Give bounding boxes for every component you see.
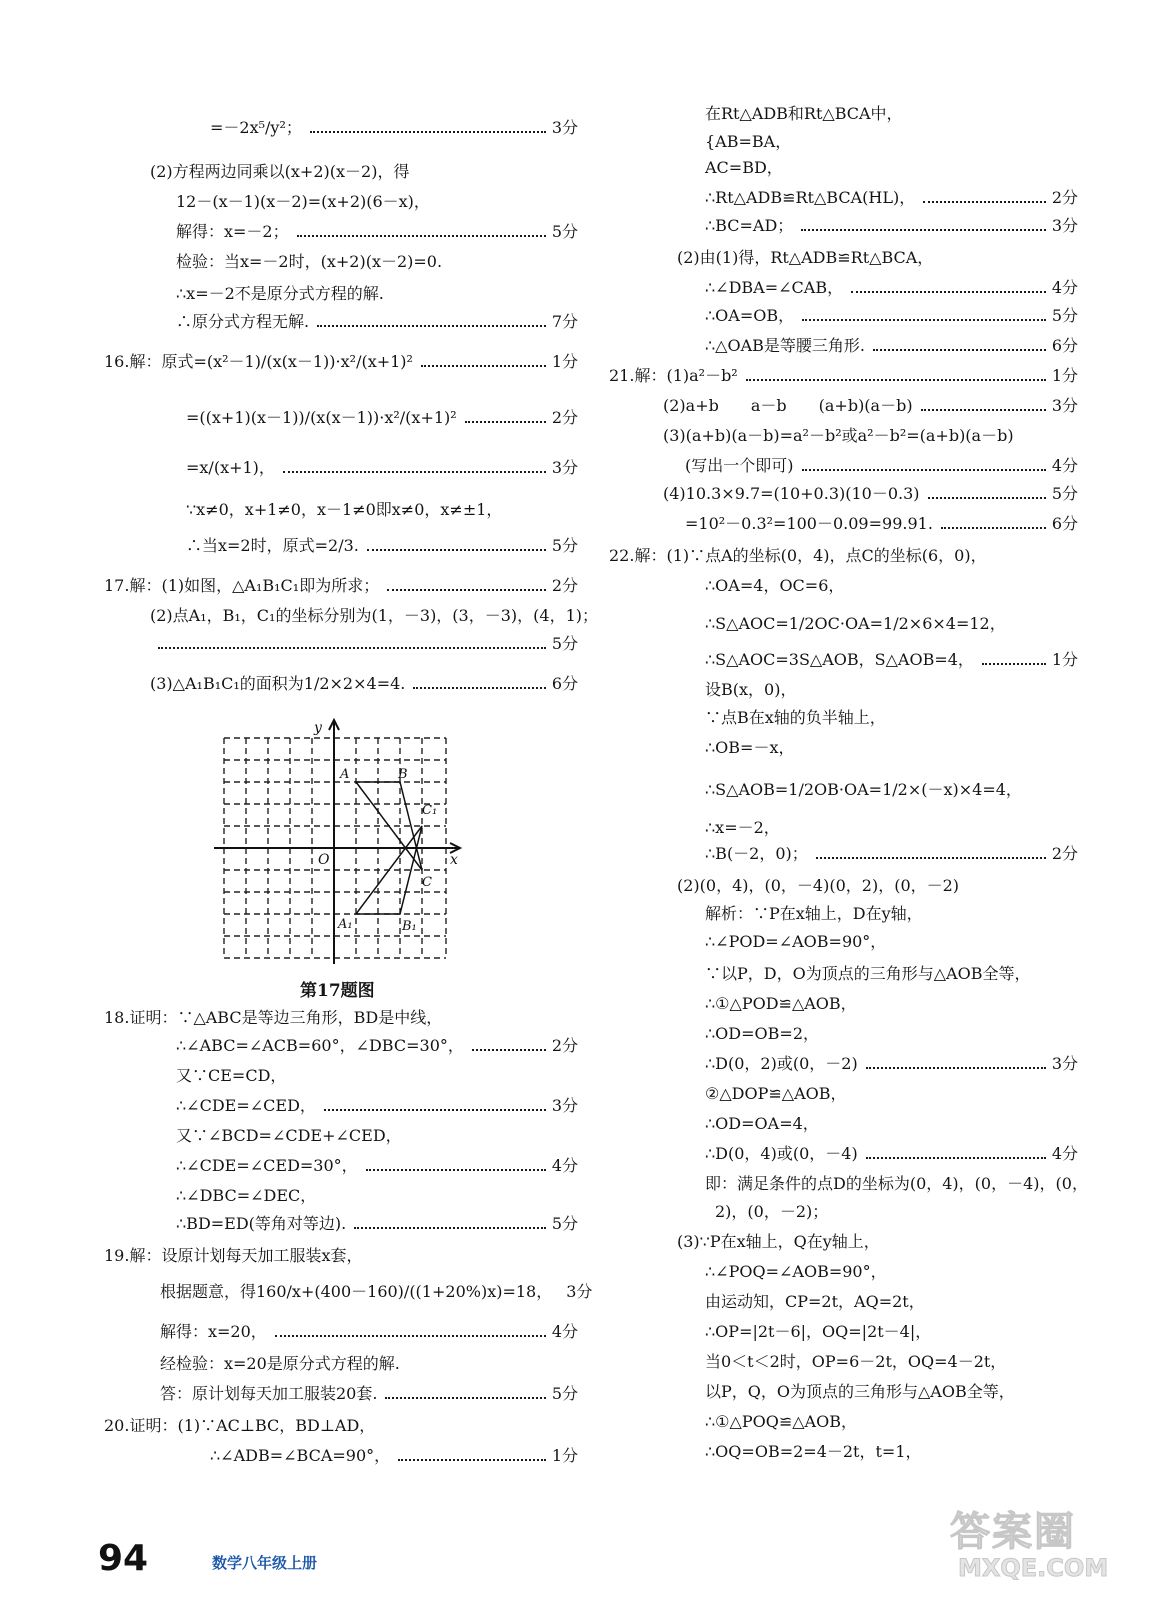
line-text: ∴OP=|2t－6|，OQ=|2t－4|，: [705, 1322, 932, 1341]
score-label: 5分: [551, 1384, 578, 1403]
score-label: 4分: [1051, 278, 1078, 297]
answer-line: [186, 406, 578, 430]
dot-leader: [275, 1335, 546, 1337]
line-text: ∵点B在x轴的负半轴上，: [705, 708, 886, 727]
answer-line: [210, 116, 578, 140]
answer-line: [705, 648, 1078, 672]
answer-line: [705, 1052, 1078, 1076]
dot-leader: [158, 647, 546, 649]
score-label: 3分: [566, 1282, 593, 1301]
dot-leader: [367, 549, 546, 551]
answer-line: [705, 902, 1078, 926]
dot-leader: [354, 1227, 546, 1229]
label-a: A: [340, 767, 350, 782]
dot-leader: [398, 1459, 546, 1461]
answer-line: [705, 1440, 1078, 1464]
line-text: (3)∵P在x轴上，Q在y轴上，: [677, 1232, 880, 1251]
line-text: ∵x≠0，x+1≠0，x－1≠0即x≠0，x≠±1，: [186, 500, 503, 519]
answer-line: [705, 930, 1078, 954]
watermark: [940, 1500, 1130, 1590]
line-text: ∴∠ADB=∠BCA=90°，: [210, 1446, 391, 1465]
line-text: (2)方程两边同乘以(x+2)(x－2)，得: [150, 162, 410, 181]
answer-line: [705, 1142, 1078, 1166]
answer-line: [705, 1022, 1078, 1046]
dot-leader: [297, 235, 546, 237]
score-label: 3分: [1051, 1054, 1078, 1073]
answer-line: [104, 1244, 578, 1268]
line-text: ∴①△POD≌△AOB，: [705, 994, 857, 1013]
line-text: (4)10.3×9.7=(10+0.3)(10－0.3): [663, 484, 920, 503]
line-text: ∴OD=OB=2，: [705, 1024, 819, 1043]
score-label: 6分: [551, 674, 578, 693]
answer-line: [176, 1212, 578, 1236]
answer-line: [609, 364, 1078, 388]
answer-line: [685, 454, 1078, 478]
answer-line: [150, 632, 578, 656]
line-text: ∴OB=－x，: [705, 738, 795, 757]
answer-line: [160, 1382, 578, 1406]
answer-line: [705, 574, 1078, 598]
answer-line: [186, 456, 578, 480]
line-text: ∴∠DBC=∠DEC，: [176, 1186, 317, 1205]
dot-leader: [873, 349, 1046, 351]
label-b1: B₁: [402, 919, 417, 934]
answer-line: [705, 130, 1078, 154]
line-text: 在Rt△ADB和Rt△BCA中，: [705, 104, 903, 123]
dot-leader: [802, 319, 1046, 321]
line-text: 16.解：原式=(x²－1)/(x(x－1))·x²/(x+1)²: [104, 352, 413, 371]
answer-line: [176, 1064, 578, 1088]
line-text: 22.解：(1)∵点A的坐标(0，4)，点C的坐标(6，0)，: [609, 546, 987, 565]
answer-line: [176, 1034, 578, 1058]
figure-17-grid: [210, 718, 470, 968]
answer-line: [186, 498, 578, 522]
line-text: =10²－0.3²=100－0.09=99.91.: [685, 514, 933, 533]
dot-leader: [421, 365, 546, 367]
label-o: O: [318, 852, 330, 868]
line-text: =－2x⁵/y²；: [210, 118, 302, 137]
answer-line: [160, 1320, 578, 1344]
page-number: 94: [98, 1538, 149, 1579]
answer-line: [677, 246, 1078, 270]
answer-line: [104, 1414, 578, 1438]
answer-line: [176, 1124, 578, 1148]
dot-leader: [921, 409, 1046, 411]
line-text: 解得：x=－2；: [176, 222, 289, 241]
answer-line: [150, 160, 578, 184]
answer-line: [176, 1154, 578, 1178]
line-text: 当0＜t＜2时，OP=6－2t，OQ=4－2t，: [705, 1352, 1007, 1371]
line-text: AC=BD，: [705, 158, 783, 177]
line-text: 解得：x=20，: [160, 1322, 267, 1341]
score-label: 5分: [551, 1214, 578, 1233]
answer-line: [685, 512, 1078, 536]
line-text: 由运动知，CP=2t，AQ=2t，: [705, 1292, 925, 1311]
dot-leader: [923, 201, 1046, 203]
line-text: ∴△OAB是等腰三角形.: [705, 336, 866, 355]
score-label: 5分: [551, 222, 578, 241]
line-text: (2)点A₁，B₁，C₁的坐标分别为(1，－3)，(3，－3)，(4，1)；: [150, 606, 598, 625]
dot-leader: [465, 421, 546, 423]
line-text: 答：原计划每天加工服装20套.: [160, 1384, 378, 1403]
line-text: 21.解：(1)a²－b²: [609, 366, 738, 385]
answer-line: [150, 604, 598, 628]
answer-line: [210, 1444, 578, 1468]
score-label: 3分: [551, 458, 578, 477]
answer-line: [176, 190, 578, 214]
line-text: ∴OD=OA=4，: [705, 1114, 819, 1133]
line-text: ∴∠CDE=∠CED，: [176, 1096, 316, 1115]
answer-line: [176, 250, 578, 274]
dot-leader: [413, 687, 545, 689]
dot-leader: [472, 1049, 546, 1051]
line-text: 以P，Q，O为顶点的三角形与△AOB全等，: [705, 1382, 1015, 1401]
line-text: 12－(x－1)(x－2)=(x+2)(6－x)，: [176, 192, 430, 211]
dot-leader: [982, 663, 1046, 665]
line-text: ∴∠POD=∠AOB=90°，: [705, 932, 887, 951]
dot-leader: [387, 589, 546, 591]
answer-line: [705, 1260, 1078, 1284]
line-text: ∴D(0，2)或(0，－2): [705, 1054, 858, 1073]
label-c1: C₁: [422, 803, 438, 818]
score-label: 3分: [1051, 216, 1078, 235]
answer-line: [677, 874, 1078, 898]
score-label: 5分: [1051, 306, 1078, 325]
dot-leader: [801, 229, 1046, 231]
line-text: 解析：∵P在x轴上，D在y轴，: [705, 904, 923, 923]
line-text: 19.解：设原计划每天加工服装x套，: [104, 1246, 363, 1265]
dot-leader: [866, 1157, 1046, 1159]
dot-leader: [866, 1067, 1046, 1069]
answer-line: [104, 1006, 578, 1030]
answer-line: [104, 350, 578, 374]
line-text: 又∵∠BCD=∠CDE+∠CED，: [176, 1126, 402, 1145]
answer-line: [705, 1290, 1078, 1314]
line-text: ∴D(0，4)或(0，－4): [705, 1144, 858, 1163]
line-text: ∴OQ=OB=2=4－2t，t=1，: [705, 1442, 922, 1461]
score-label: 1分: [551, 1446, 578, 1465]
dot-leader: [851, 291, 1046, 293]
answer-line: [705, 1350, 1078, 1374]
line-text: ∴x=－2不是原分式方程的解.: [176, 284, 384, 303]
line-text: 根据题意，得160/x+(400－160)/((1+20%)x)=18，: [160, 1282, 553, 1301]
dot-leader: [283, 471, 546, 473]
line-text: ∴∠ABC=∠ACB=60°，∠DBC=30°，: [176, 1036, 464, 1055]
line-text: (2)(0，4)，(0，－4)(0，2)，(0，－2): [677, 876, 960, 895]
line-text: 18.证明：∵△ABC是等边三角形，BD是中线，: [104, 1008, 443, 1027]
answer-line: [705, 962, 1078, 986]
score-label: 1分: [1051, 650, 1078, 669]
answer-line: [705, 992, 1078, 1016]
score-label: 6分: [1051, 514, 1078, 533]
line-text: (2)a+b a－b (a+b)(a－b): [663, 396, 913, 415]
score-label: 3分: [551, 118, 578, 137]
score-label: 3分: [551, 1096, 578, 1115]
line-text: ∴原分式方程无解.: [176, 312, 310, 331]
label-c: C: [422, 875, 432, 890]
watermark-logo: 答案圈: [950, 1509, 1076, 1555]
answer-line: [705, 736, 1078, 760]
dot-leader: [366, 1169, 546, 1171]
answer-line: [176, 220, 578, 244]
line-text: 检验：当x=－2时，(x+2)(x－2)=0.: [176, 252, 443, 271]
line-text: ∴∠CDE=∠CED=30°，: [176, 1156, 358, 1175]
answer-line: [104, 574, 578, 598]
answer-line: [705, 1112, 1078, 1136]
score-label: 1分: [551, 352, 578, 371]
dot-leader: [317, 325, 546, 327]
line-text: =x/(x+1)，: [186, 458, 275, 477]
dot-leader: [816, 857, 1046, 859]
answer-line: [705, 102, 1078, 126]
answer-line: [705, 276, 1078, 300]
right-column: [609, 0, 1088, 1600]
score-label: 7分: [551, 312, 578, 331]
line-text: ∴OA=OB，: [705, 306, 795, 325]
label-y: y: [314, 720, 322, 736]
score-label: 1分: [1051, 366, 1078, 385]
answer-line: [705, 214, 1078, 238]
answer-line: [705, 842, 1078, 866]
answer-line: [160, 1280, 593, 1304]
score-label: 6分: [1051, 336, 1078, 355]
answer-line: [705, 1082, 1078, 1106]
score-label: 2分: [1051, 188, 1078, 207]
line-text: ∴Rt△ADB≌Rt△BCA(HL)，: [705, 188, 916, 207]
answer-line: [705, 678, 1078, 702]
answer-line: [705, 186, 1078, 210]
dot-leader: [928, 497, 1046, 499]
dot-leader: [385, 1397, 545, 1399]
line-text: ∴当x=2时，原式=2/3.: [186, 536, 359, 555]
line-text: 20.证明：(1)∵AC⊥BC，BD⊥AD，: [104, 1416, 376, 1435]
label-a1: A₁: [338, 917, 353, 932]
score-label: 5分: [1051, 484, 1078, 503]
answer-line: [663, 482, 1078, 506]
line-text: ∵以P，D，O为顶点的三角形与△AOB全等，: [705, 964, 1031, 983]
line-text: 又∵CE=CD，: [176, 1066, 287, 1085]
answer-line: [705, 1172, 1088, 1196]
score-label: 4分: [1051, 456, 1078, 475]
label-x: x: [450, 852, 458, 868]
line-text: (2)由(1)得，Rt△ADB≌Rt△BCA，: [677, 248, 934, 267]
answer-line: [705, 778, 1078, 802]
dot-leader: [941, 527, 1046, 529]
line-text: 经检验：x=20是原分式方程的解.: [160, 1354, 400, 1373]
answer-line: [705, 334, 1078, 358]
line-text: (3)△A₁B₁C₁的面积为1/2×2×4=4.: [150, 674, 406, 693]
answer-line: [186, 534, 578, 558]
answer-line: [705, 1410, 1078, 1434]
line-text: ∴BC=AD；: [705, 216, 794, 235]
line-text: ∴①△POQ≌△AOB，: [705, 1412, 857, 1431]
line-text: ∴S△AOC=3S△AOB，S△AOB=4，: [705, 650, 974, 669]
answer-line: [705, 1320, 1078, 1344]
figure-caption: 第17题图: [300, 981, 375, 1001]
answer-line: [663, 424, 1078, 448]
line-text: ∴∠DBA=∠CAB，: [705, 278, 844, 297]
line-text: 即：满足条件的点D的坐标为(0，4)，(0，－4)，(0，: [705, 1174, 1088, 1193]
score-label: 5分: [551, 536, 578, 555]
line-text: 17.解：(1)如图，△A₁B₁C₁即为所求；: [104, 576, 380, 595]
line-text: ∴BD=ED(等角对等边).: [176, 1214, 347, 1233]
answer-line: [160, 1352, 578, 1376]
line-text: ∴x=－2，: [705, 818, 780, 837]
line-text: ∴S△AOB=1/2OB·OA=1/2×(－x)×4=4，: [705, 780, 1022, 799]
line-text: (写出一个即可): [685, 456, 794, 475]
score-label: 3分: [1051, 396, 1078, 415]
dot-leader: [746, 379, 1046, 381]
label-b: B: [398, 767, 408, 782]
dot-leader: [324, 1109, 546, 1111]
score-label: 2分: [1051, 844, 1078, 863]
answer-line: [176, 1184, 578, 1208]
score-label: 4分: [551, 1322, 578, 1341]
answer-line: [705, 612, 1078, 636]
line-text: 设B(x，0)，: [705, 680, 797, 699]
line-text: ∴S△AOC=1/2OC·OA=1/2×6×4=12，: [705, 614, 1006, 633]
score-label: 4分: [551, 1156, 578, 1175]
line-text: ∴OA=4，OC=6，: [705, 576, 845, 595]
answer-line: [663, 394, 1078, 418]
line-text: 2)，(0，－2)；: [715, 1202, 829, 1221]
answer-line: [705, 304, 1078, 328]
answer-line: [176, 310, 578, 334]
dot-leader: [310, 131, 546, 133]
answer-line: [705, 706, 1078, 730]
answer-line: [609, 544, 1078, 568]
answer-line: [176, 1094, 578, 1118]
watermark-url: MXQE.COM: [958, 1554, 1109, 1582]
answer-line: [677, 1230, 1078, 1254]
line-text: ∴B(－2，0)；: [705, 844, 808, 863]
line-text: ∴∠POQ=∠AOB=90°，: [705, 1262, 887, 1281]
answer-line: [705, 156, 1078, 180]
score-label: 5分: [551, 634, 578, 653]
answer-line: [176, 282, 578, 306]
dot-leader: [802, 469, 1046, 471]
score-label: 4分: [1051, 1144, 1078, 1163]
book-title: 数学八年级上册: [212, 1554, 318, 1572]
score-label: 2分: [551, 408, 578, 427]
line-text: ②△DOP≌△AOB，: [705, 1084, 847, 1103]
line-text: {AB=BA，: [705, 132, 792, 151]
answer-line: [715, 1200, 1078, 1224]
score-label: 2分: [551, 576, 578, 595]
line-text: (3)(a+b)(a－b)=a²－b²或a²－b²=(a+b)(a－b): [663, 426, 1014, 445]
answer-line: [705, 816, 1078, 840]
answer-line: [150, 672, 578, 696]
line-text: =((x+1)(x－1))/(x(x－1))·x²/(x+1)²: [186, 408, 457, 427]
answer-line: [705, 1380, 1078, 1404]
score-label: 2分: [551, 1036, 578, 1055]
